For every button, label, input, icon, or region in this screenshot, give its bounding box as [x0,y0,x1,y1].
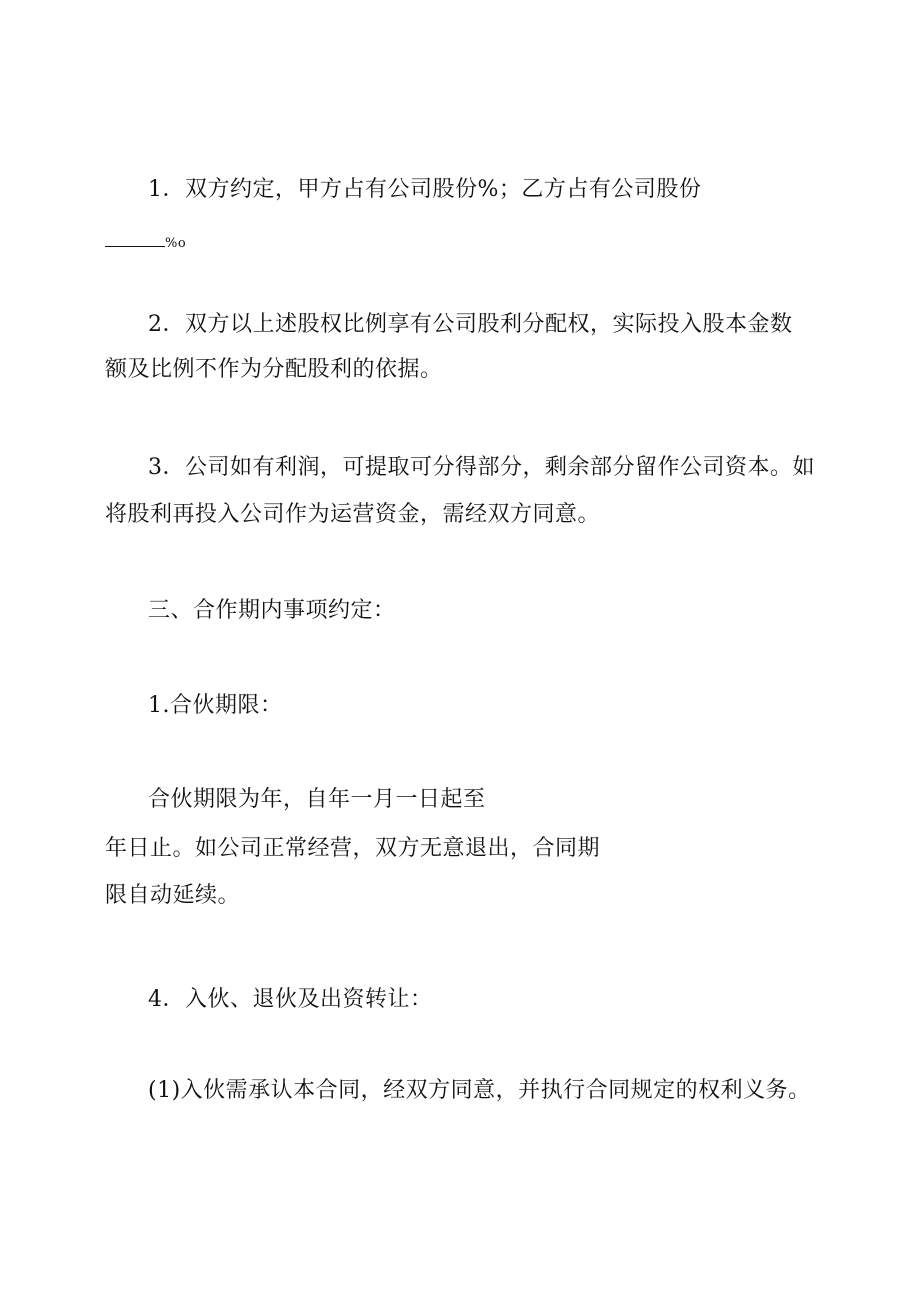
clause-1-line-1: 1．双方约定，甲方占有公司股份%；乙方占有公司股份 [148,177,702,202]
term-line-1: 合伙期限为年，自年一月一日起至 [148,787,486,812]
clause-2-line-1: 2．双方以上述股权比例享有公司股利分配权，实际投入股本金数 [148,312,793,337]
item-1-heading: 1.合伙期限： [148,693,283,718]
clause-1-line-2 [105,226,186,259]
clause-2-line-2: 额及比例不作为分配股利的依据。 [105,357,443,382]
item-4-heading: 4．入伙、退伙及出资转让： [148,987,433,1012]
term-line-3: 限自动延续。 [105,883,241,908]
section-3-heading: 三、合作期内事项约定： [148,598,396,623]
term-line-2: 年日止。如公司正常经营，双方无意退出，合同期 [105,836,601,861]
percent-suffix: %o [165,236,187,251]
clause-3-line-1: 3．公司如有利润，可提取可分得部分，剩余部分留作公司资本。如 [148,455,815,480]
fill-in-blank [105,232,165,247]
item-4-sub-1: (1)入伙需承认本合同，经双方同意，并执行合同规定的权利义务。 [148,1078,811,1103]
clause-3-line-2: 将股利再投入公司作为运营资金，需经双方同意。 [105,502,601,527]
